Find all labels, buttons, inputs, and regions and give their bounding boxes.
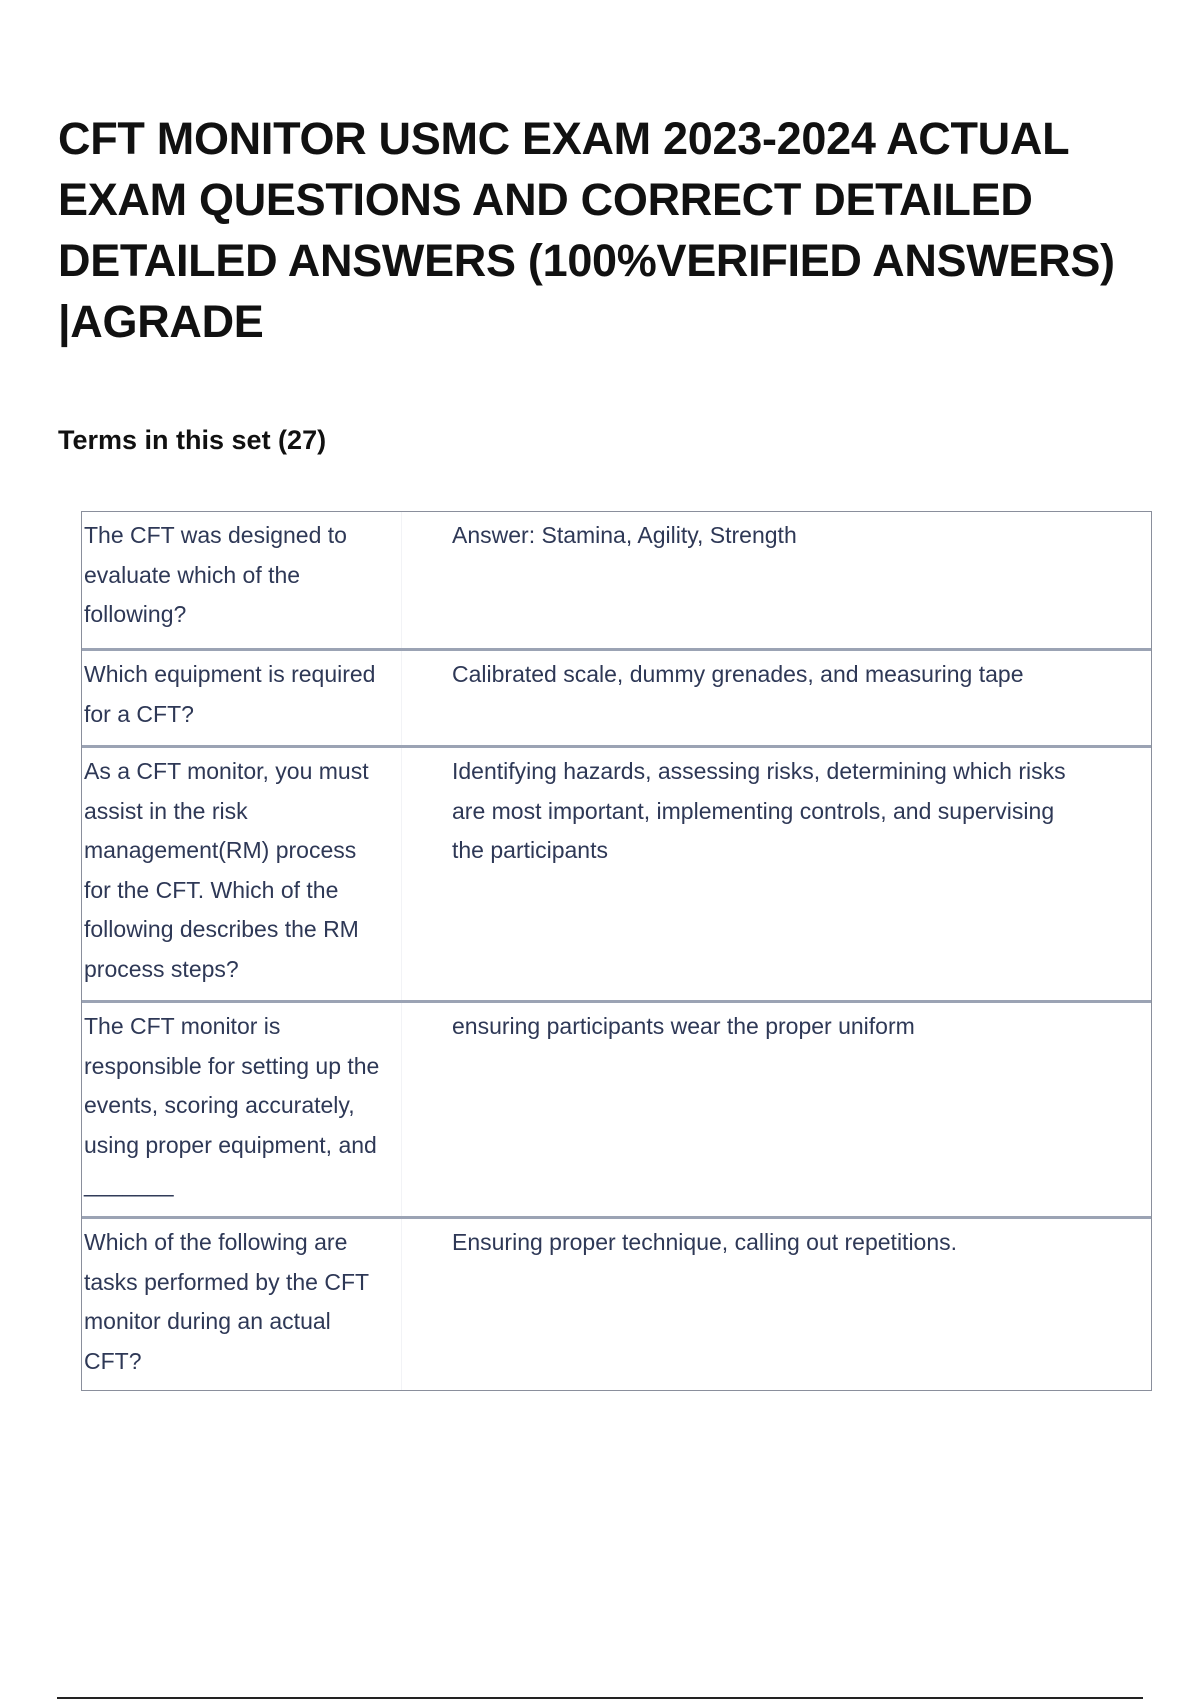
term-question: As a CFT monitor, you must assist in the risk management(RM) process for the CFT. Which of the following describes the RM process steps? xyxy=(82,748,402,1000)
term-answer: Calibrated scale, dummy grenades, and measuring tape xyxy=(452,661,1024,687)
term-answer: ensuring participants wear the proper uniform xyxy=(452,1013,915,1039)
term-row xyxy=(82,1000,1151,1216)
terms-count-heading: Terms in this set (27) xyxy=(58,425,327,455)
term-answer: Answer: Stamina, Agility, Strength xyxy=(452,522,797,548)
term-question: Which equipment is required for a CFT? xyxy=(82,651,402,745)
term-question: The CFT monitor is responsible for setting up the events, scoring accurately, using proper equipment, and _______ xyxy=(82,1003,402,1216)
terms-table xyxy=(81,511,1152,1391)
page-bottom-divider xyxy=(57,1697,1143,1699)
term-answer: Identifying hazards, assessing risks, determining which risks are most important, implementing controls, and supervising the participants xyxy=(452,758,1066,863)
term-row xyxy=(82,648,1151,745)
term-answer: Ensuring proper technique, calling out repetitions. xyxy=(452,1229,958,1255)
term-row xyxy=(82,512,1151,648)
document-title: CFT MONITOR USMC EXAM 2023-2024 ACTUAL EXAM QUESTIONS AND CORRECT DETAILED DETAILED ANSWERS (100%VERIFIED ANSWERS) |AGRADE xyxy=(58,113,1115,347)
term-question: Which of the following are tasks performed by the CFT monitor during an actual CFT? xyxy=(82,1219,402,1390)
term-row xyxy=(82,745,1151,1000)
term-row xyxy=(82,1216,1151,1390)
term-question: The CFT was designed to evaluate which of the following? xyxy=(82,512,402,648)
